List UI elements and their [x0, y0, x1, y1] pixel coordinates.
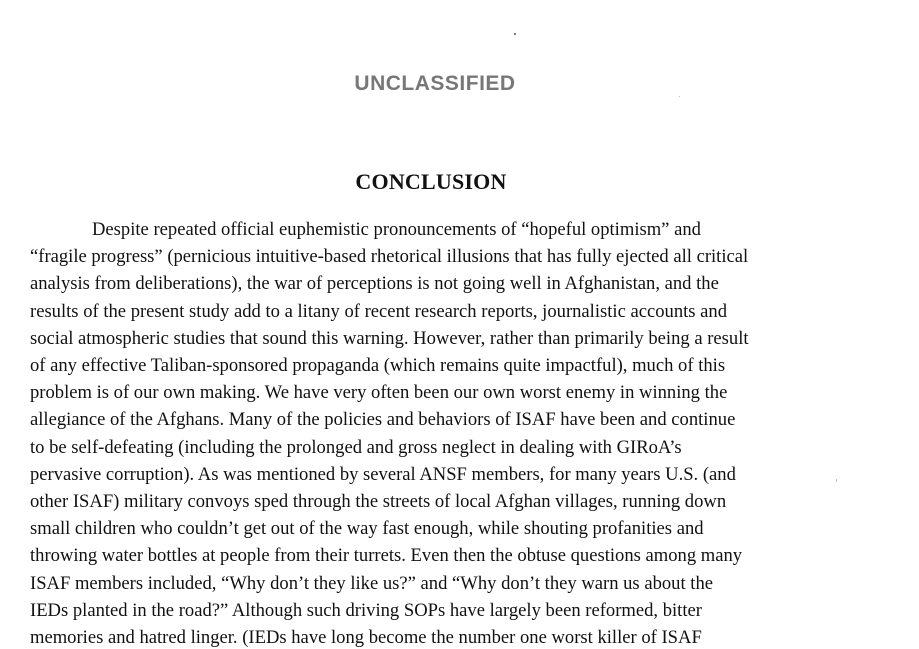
paragraph-line: small children who couldn’t get out of the way fast enough, while shouting profanities and — [30, 518, 704, 540]
paragraph-line: of any effective Taliban-sponsored propaganda (which remains quite impactful), much of this — [30, 355, 726, 377]
paragraph-line: throwing water bottles at people from their turrets. Even then the obtuse questions among many — [30, 545, 743, 567]
classification-marking: UNCLASSIFIED — [354, 72, 516, 95]
paragraph-line: results of the present study add to a litany of recent research reports, journalistic accounts and — [30, 300, 728, 322]
paragraph-line: to be self-defeating (including the prolonged and gross neglect in dealing with GIRoA’s — [30, 436, 682, 458]
paragraph-line: social atmospheric studies that sound this warning. However, rather than primarily being a result — [30, 327, 749, 349]
paragraph-line: IEDs planted in the road?” Although such driving SOPs have largely been reformed, bitter — [30, 599, 702, 621]
scan-speck — [679, 96, 680, 97]
body-paragraph — [30, 216, 845, 649]
paragraph-line: allegiance of the Afghans. Many of the policies and behaviors of ISAF have been and continue — [30, 409, 736, 431]
paragraph-line: analysis from deliberations), the war of perceptions is not going well in Afghanistan, and the — [30, 273, 719, 295]
paragraph-line: other ISAF) military convoys sped through the streets of local Afghan villages, running down — [30, 491, 727, 513]
scan-speck — [514, 33, 516, 35]
section-heading: CONCLUSION — [355, 169, 507, 194]
paragraph-line: ISAF members included, “Why don’t they like us?” and “Why don’t they warn us about the — [30, 572, 713, 594]
paragraph-line: memories and hatred linger. (IEDs have long become the number one worst killer of ISAF — [30, 627, 702, 649]
paragraph-line: Despite repeated official euphemistic pronouncements of “hopeful optimism” and — [92, 219, 701, 240]
paragraph-line: “fragile progress” (pernicious intuitive-based rhetorical illusions that has fully ejected all critical — [30, 246, 749, 268]
paragraph-line: problem is of our own making. We have very often been our own worst enemy in winning the — [30, 382, 728, 404]
paragraph-line: pervasive corruption). As was mentioned by several ANSF members, for many years U.S. (and — [30, 463, 736, 485]
